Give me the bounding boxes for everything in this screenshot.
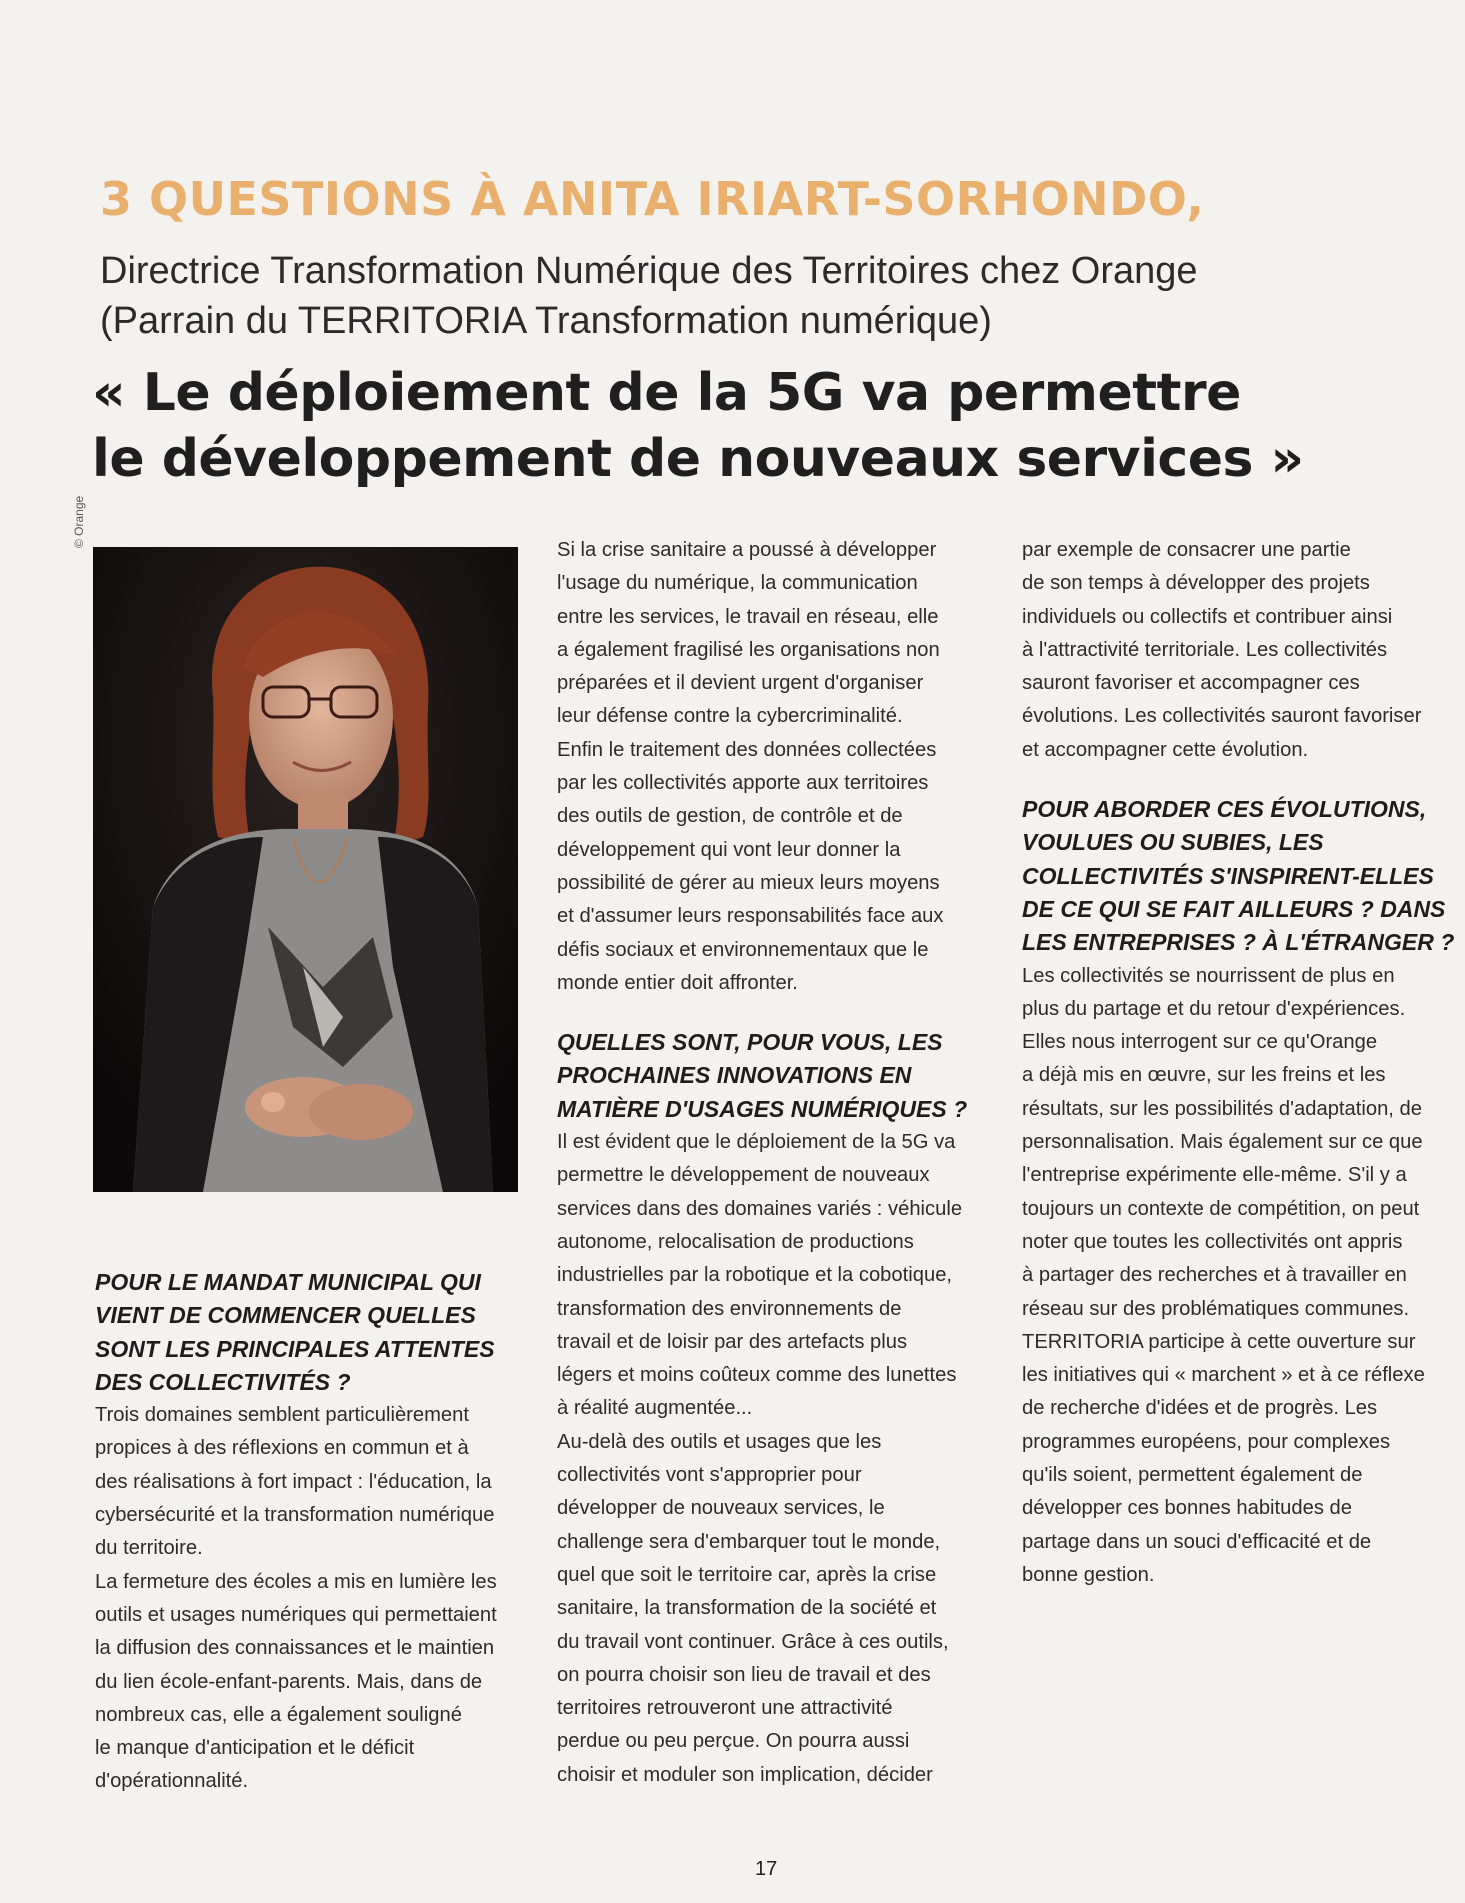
body-line: monde entier doit affronter. xyxy=(557,971,798,994)
question-2 xyxy=(557,1026,977,1126)
body-line: noter que toutes les collectivités ont appris xyxy=(1022,1230,1403,1253)
body-line: le manque d'anticipation et le déficit xyxy=(95,1737,415,1760)
body-line: résultats, sur les possibilités d'adaptation, de xyxy=(1022,1097,1422,1120)
question-line: COLLECTIVITÉS S'INSPIRENT-ELLES xyxy=(1022,862,1434,889)
question-line: VOULUES OU SUBIES, LES xyxy=(1022,829,1324,856)
question-line: DES COLLECTIVITÉS ? xyxy=(95,1368,351,1395)
body-line: légers et moins coûteux comme des lunettes xyxy=(557,1364,957,1387)
headline-line: le développement de nouveaux services » xyxy=(92,429,1304,489)
body-line: on pourra choisir son lieu de travail et des xyxy=(557,1663,931,1686)
body-line: quel que soit le territoire car, après la crise xyxy=(557,1563,937,1586)
body-line: partage dans un souci d'efficacité et de xyxy=(1022,1530,1372,1553)
body-line: du lien école-enfant-parents. Mais, dans de xyxy=(95,1670,483,1693)
body-line: propices à des réflexions en commun et à xyxy=(95,1437,469,1460)
body-line: par les collectivités apporte aux territoires xyxy=(557,772,929,795)
question-3 xyxy=(1022,793,1455,959)
body-line: à l'attractivité territoriale. Les collectivités xyxy=(1022,638,1388,661)
body-line: développer ces bonnes habitudes de xyxy=(1022,1497,1352,1520)
body-line: des outils de gestion, de contrôle et de xyxy=(557,805,903,828)
body-line: toujours un contexte de compétition, on peut xyxy=(1022,1197,1420,1220)
question-1 xyxy=(95,1266,525,1399)
subtitle xyxy=(100,246,1400,346)
body-line: individuels ou collectifs et contribuer ainsi xyxy=(1022,605,1393,628)
subtitle-line: Directrice Transformation Numérique des Territoires chez Orange xyxy=(100,250,1198,292)
body-line: la diffusion des connaissances et le maintien xyxy=(95,1637,495,1660)
body-line: et d'assumer leurs responsabilités face aux xyxy=(557,905,944,928)
body-line: Les collectivités se nourrissent de plus en xyxy=(1022,964,1395,987)
body-line: de son temps à développer des projets xyxy=(1022,572,1370,595)
body-line: travail et de loisir par des artefacts plus xyxy=(557,1330,908,1353)
body-line: développement qui vont leur donner la xyxy=(557,838,901,861)
body-line: à partager des recherches et à travailler en xyxy=(1022,1264,1407,1287)
question-line: VIENT DE COMMENCER QUELLES xyxy=(95,1302,476,1329)
body-line: développer de nouveaux services, le xyxy=(557,1497,885,1520)
body-line: La fermeture des écoles a mis en lumière les xyxy=(95,1570,497,1593)
body-line: a également fragilisé les organisations non xyxy=(557,638,940,661)
body-line: sanitaire, la transformation de la société et xyxy=(557,1597,937,1620)
column-3 xyxy=(1022,534,1455,1592)
body-line: industrielles par la robotique et la cobotique, xyxy=(557,1264,953,1287)
column-1 xyxy=(95,1266,525,1799)
headline-line: « Le déploiement de la 5G va permettre xyxy=(92,363,1241,423)
body-line: du travail vont continuer. Grâce à ces outils, xyxy=(557,1630,949,1653)
body-line: outils et usages numériques qui permettaient xyxy=(95,1603,497,1626)
body-line: personnalisation. Mais également sur ce que xyxy=(1022,1131,1423,1154)
question-line: DE CE QUI SE FAIT AILLEURS ? DANS xyxy=(1022,895,1446,922)
body-line: Au-delà des outils et usages que les xyxy=(557,1430,882,1453)
question-line: PROCHAINES INNOVATIONS EN xyxy=(557,1062,912,1089)
body-line: par exemple de consacrer une partie xyxy=(1022,539,1351,561)
question-line: POUR LE MANDAT MUNICIPAL QUI xyxy=(95,1269,481,1295)
body-line: entre les services, le travail en réseau, elle xyxy=(557,605,939,628)
body-line: TERRITORIA participe à cette ouverture sur xyxy=(1022,1330,1416,1353)
body-line: sauront favoriser et accompagner ces xyxy=(1022,672,1360,695)
body-line: réseau sur des problématiques communes. xyxy=(1022,1297,1410,1320)
portrait-illustration xyxy=(93,547,518,1192)
body-line: territoires retrouveront une attractivité xyxy=(557,1697,893,1720)
headline xyxy=(92,360,1412,492)
body-line: transformation des environnements de xyxy=(557,1297,902,1320)
body-line: l'entreprise expérimente elle-même. S'il y a xyxy=(1022,1164,1407,1187)
body-line: de recherche d'idées et de progrès. Les xyxy=(1022,1397,1378,1420)
column-2 xyxy=(557,534,977,1792)
body-line: à réalité augmentée... xyxy=(557,1397,753,1420)
body-line: du territoire. xyxy=(95,1537,203,1560)
body-line: Si la crise sanitaire a poussé à développer xyxy=(557,539,937,561)
body-line: qu'ils soient, permettent également de xyxy=(1022,1464,1363,1487)
question-line: LES ENTREPRISES ? À L'ÉTRANGER ? xyxy=(1022,929,1455,956)
body-line: collectivités vont s'approprier pour xyxy=(557,1464,862,1487)
body-line: leur défense contre la cybercriminalité. xyxy=(557,705,903,728)
body-line: cybersécurité et la transformation numérique xyxy=(95,1504,495,1527)
body-line: perdue ou peu perçue. On pourra aussi xyxy=(557,1730,910,1753)
page-number: 17 xyxy=(755,1858,778,1880)
body-line: évolutions. Les collectivités sauront favoriser xyxy=(1022,705,1422,728)
body-line: choisir et moduler son implication, décider xyxy=(557,1763,933,1786)
body-line: les initiatives qui « marchent » et à ce réflexe xyxy=(1022,1364,1425,1387)
question-line: MATIÈRE D'USAGES NUMÉRIQUES ? xyxy=(557,1095,968,1122)
photo-credit: © Orange xyxy=(72,495,86,548)
body-line: défis sociaux et environnementaux que le xyxy=(557,938,929,961)
body-line: services dans des domaines variés : véhicule xyxy=(557,1197,963,1220)
body-line: Trois domaines semblent particulièrement xyxy=(95,1404,470,1427)
body-line: Il est évident que le déploiement de la 5G va xyxy=(557,1131,956,1154)
body-line: préparées et il devient urgent d'organiser xyxy=(557,672,924,695)
body-line: autonome, relocalisation de productions xyxy=(557,1230,914,1253)
portrait-photo xyxy=(93,547,518,1192)
body-line: permettre le développement de nouveaux xyxy=(557,1164,930,1187)
body-line: d'opérationnalité. xyxy=(95,1770,249,1793)
body-line: Enfin le traitement des données collectées xyxy=(557,738,937,761)
question-line: QUELLES SONT, POUR VOUS, LES xyxy=(557,1029,943,1056)
body-line: des réalisations à fort impact : l'éducation, la xyxy=(95,1470,492,1493)
body-line: et accompagner cette évolution. xyxy=(1022,738,1309,761)
body-line: plus du partage et du retour d'expériences. xyxy=(1022,997,1406,1020)
body-line: l'usage du numérique, la communication xyxy=(557,572,918,595)
question-line: POUR ABORDER CES ÉVOLUTIONS, xyxy=(1022,796,1427,823)
kicker-title: 3 QUESTIONS À ANITA IRIART-SORHONDO, xyxy=(100,172,1205,226)
body-line: a déjà mis en œuvre, sur les freins et les xyxy=(1022,1064,1386,1087)
body-line: possibilité de gérer au mieux leurs moyens xyxy=(557,871,940,894)
body-line: programmes européens, pour complexes xyxy=(1022,1430,1391,1453)
body-line: nombreux cas, elle a également souligné xyxy=(95,1703,462,1726)
subtitle-line: (Parrain du TERRITORIA Transformation numérique) xyxy=(100,300,992,342)
body-line: Elles nous interrogent sur ce qu'Orange xyxy=(1022,1031,1378,1054)
question-line: SONT LES PRINCIPALES ATTENTES xyxy=(95,1335,495,1362)
body-line: challenge sera d'embarquer tout le monde, xyxy=(557,1530,941,1553)
body-line: bonne gestion. xyxy=(1022,1563,1155,1586)
